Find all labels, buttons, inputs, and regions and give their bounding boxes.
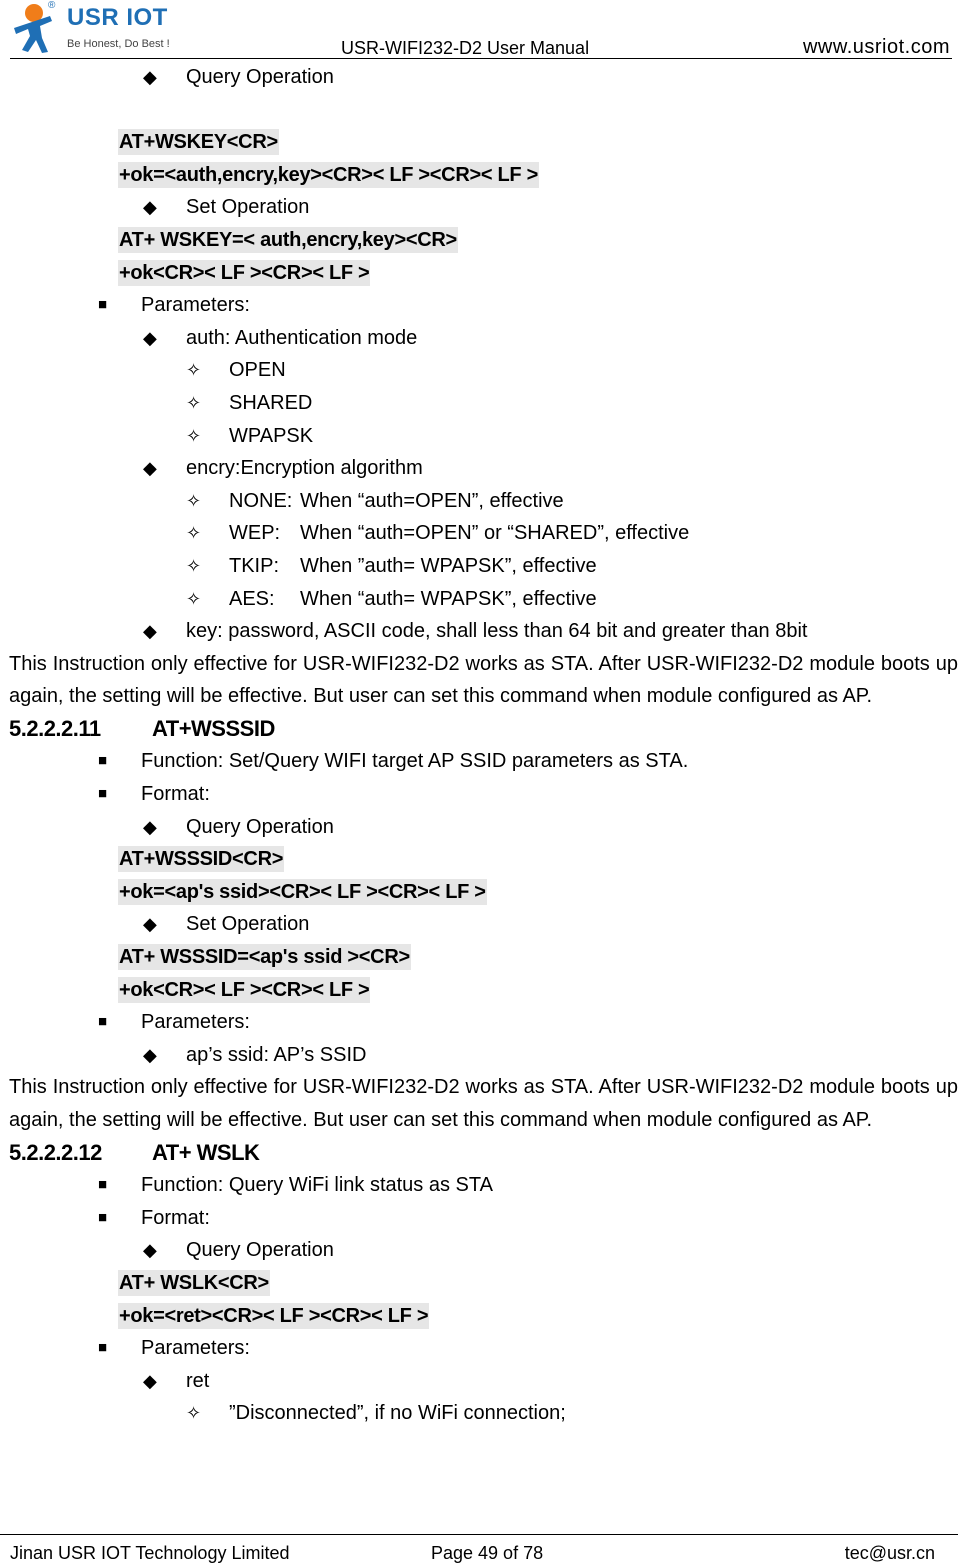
param-ret: ret [186,1369,210,1392]
response-code: +ok=<auth,encry,key><CR>< LF ><CR>< LF > [119,163,538,186]
section-heading-wslk [9,1137,958,1170]
auth-option: WPAPSK [229,424,314,447]
parameters-label: Parameters: [141,294,250,317]
encry-option-desc: When ”auth= WPAPSK”, effective [300,554,597,577]
section-heading-wsssid [9,713,958,746]
param-key: key: password, ASCII code, shall less than 64 bit and greater than 8bit [186,620,808,643]
logo-tagline: Be Honest, Do Best ! [67,38,170,50]
wskey-note-paragraph: This Instruction only effective for USR-WIFI232-D2 works as STA. After USR-WIFI232-D2 module boots up again, the setting will be effective. But user can set this command when module configured as AP. [9,652,958,708]
star-bullet-icon: ✧ [186,425,202,446]
encry-option-desc: When “auth=OPEN” or “SHARED”, effective [300,522,690,545]
footer-company: Jinan USR IOT Technology Limited [10,1543,290,1563]
diamond-bullet-icon: ◆ [143,1370,157,1391]
encry-option-key: NONE: [229,489,293,512]
page-number: Page 49 of 78 [431,1543,544,1563]
star-bullet-icon: ✧ [186,523,202,544]
square-bullet-icon: ■ [98,1013,108,1031]
encry-option-key: WEP: [229,522,281,545]
encry-option-desc: When “auth=OPEN”, effective [300,489,564,512]
star-bullet-icon: ✧ [186,1403,202,1424]
function-text: Function: Query WiFi link status as STA [141,1174,493,1197]
star-bullet-icon: ✧ [186,555,202,576]
function-text: Function: Set/Query WIFI target AP SSID parameters as STA. [141,750,689,773]
command-code: AT+WSKEY<CR> [119,131,278,154]
star-bullet-icon: ✧ [186,490,202,511]
section-title: AT+WSSSID [152,715,275,741]
set-operation-label: Set Operation [186,913,310,936]
wsssid-note-paragraph: This Instruction only effective for USR-WIFI232-D2 works as STA. After USR-WIFI232-D2 module boots up again, the setting will be effective. But user can set this command when module configured as AP. [9,1076,958,1131]
query-operation-label: Query Operation [186,66,334,88]
diamond-bullet-icon: ◆ [143,621,157,642]
diamond-bullet-icon: ◆ [143,458,157,479]
square-bullet-icon: ■ [98,1339,108,1357]
auth-option: SHARED [229,391,313,414]
response-code: +ok<CR>< LF ><CR>< LF > [119,978,370,1001]
square-bullet-icon: ■ [98,785,108,803]
auth-option: OPEN [229,359,286,382]
page-content [9,61,958,1430]
document-title: USR-WIFI232-D2 User Manual [341,38,590,58]
section-title: AT+ WSLK [152,1139,260,1165]
logo-brand: USR IOT [67,4,168,31]
format-label: Format: [141,783,210,806]
star-bullet-icon: ✧ [186,392,202,413]
star-bullet-icon: ✧ [186,588,202,609]
response-code: +ok=<ap's ssid><CR>< LF ><CR>< LF > [119,880,486,903]
diamond-bullet-icon: ◆ [143,327,157,348]
section-number: 5.2.2.2.11 [9,715,101,741]
command-code: AT+ WSSSID=<ap's ssid ><CR> [119,946,410,969]
header-divider [10,58,952,59]
square-bullet-icon: ■ [98,752,108,770]
footer-email[interactable]: tec@usr.cn [844,1543,935,1563]
diamond-bullet-icon: ◆ [143,1044,157,1065]
section-number: 5.2.2.2.12 [9,1139,102,1165]
website-url[interactable]: www.usriot.com [802,36,950,58]
encry-option-key: AES: [229,587,275,610]
diamond-bullet-icon: ◆ [143,67,157,87]
command-code: AT+ WSKEY=< auth,encry,key><CR> [119,228,457,251]
parameters-label: Parameters: [141,1011,250,1034]
square-bullet-icon: ■ [98,1208,108,1226]
ret-option: ”Disconnected”, if no WiFi connection; [229,1402,566,1425]
param-auth: auth: Authentication mode [186,326,418,349]
encry-option-key: TKIP: [229,554,280,577]
response-code: +ok=<ret><CR>< LF ><CR>< LF > [119,1304,429,1327]
diamond-bullet-icon: ◆ [143,1240,157,1261]
diamond-bullet-icon: ◆ [143,914,157,935]
command-code: AT+WSSSID<CR> [119,848,284,871]
set-operation-label: Set Operation [186,196,310,219]
star-bullet-icon: ✧ [186,360,202,381]
param-encry: encry:Encryption algorithm [186,457,423,480]
encry-option-desc: When “auth= WPAPSK”, effective [300,587,597,610]
param-ssid: ap’s ssid: AP’s SSID [186,1043,367,1066]
diamond-bullet-icon: ◆ [143,816,157,837]
parameters-label: Parameters: [141,1337,250,1360]
diamond-bullet-icon: ◆ [143,197,157,218]
page-header [0,0,958,60]
square-bullet-icon: ■ [98,1176,108,1194]
response-code: +ok<CR>< LF ><CR>< LF > [119,261,370,284]
page-footer [0,1534,958,1563]
command-code: AT+ WSLK<CR> [119,1271,269,1294]
query-operation-label: Query Operation [186,1239,334,1262]
query-operation-label: Query Operation [186,815,334,838]
square-bullet-icon: ■ [98,296,108,314]
format-label: Format: [141,1206,210,1229]
usr-iot-logo: ® USR IOT Be Honest, Do Best ! [10,2,180,54]
